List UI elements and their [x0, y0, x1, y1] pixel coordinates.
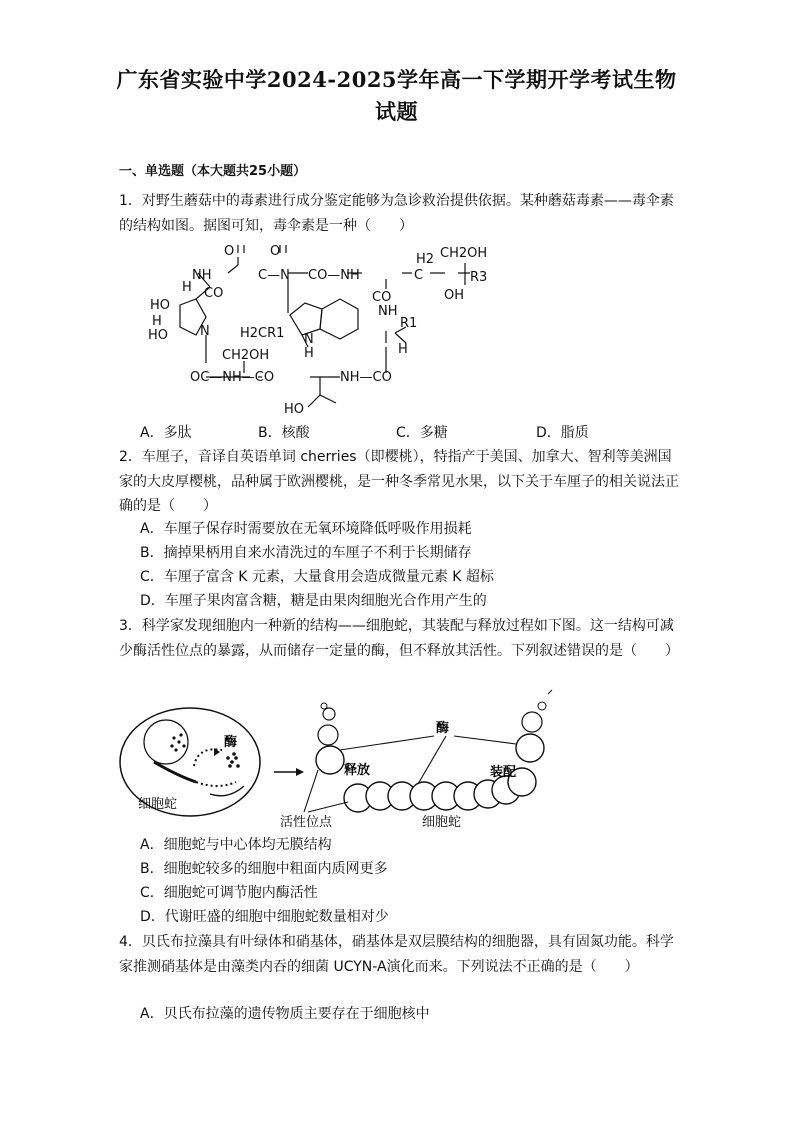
atom-o-1: O: [224, 244, 235, 259]
q4-option-a: A．贝氏布拉藻的遗传物质主要存在于细胞核中: [140, 1006, 430, 1022]
atom-nh-1: NH: [192, 268, 212, 283]
document-title: [100, 64, 693, 128]
label-r1: R1: [400, 316, 418, 331]
q3-option-a: A．细胞蛇与中心体均无膜结构: [140, 837, 332, 853]
figure-cytoophidium: [118, 686, 558, 834]
label-ho-1: HO: [150, 298, 171, 313]
label-r3: R3: [470, 270, 488, 285]
title-line-2: 试题: [375, 99, 418, 124]
label-oh: OH: [444, 288, 465, 303]
label-oc-nh-co: OC—NH—CO: [190, 370, 275, 385]
q1-option-c: C．多糖: [396, 425, 448, 441]
q2-option-a: A．车厘子保存时需要放在无氧环境降低呼吸作用损耗: [140, 521, 472, 537]
atom-n-left: N: [200, 324, 210, 339]
question-1-stem: 1．对野生蘑菇中的毒素进行成分鉴定能够为急诊救治提供依据。某种蘑菇毒素——毒伞素的结构如图。据图可知，毒伞素是一种（ ）: [119, 193, 674, 234]
label-snake-cell: 细胞蛇: [138, 797, 178, 812]
label-release: 释放: [344, 763, 371, 778]
q1-option-a: A．多肽: [140, 425, 192, 441]
atom-nh-right: NH: [378, 304, 398, 319]
label-enzyme-right: 酶: [436, 721, 450, 736]
q2-option-b: B．摘掉果柄用自来水清洗过的车厘子不利于长期储存: [140, 545, 472, 561]
label-h2: H2: [416, 252, 435, 267]
title-line-1: 广东省实验中学2024-2025学年高一下学期开学考试生物: [116, 67, 677, 92]
q1-option-b: B．核酸: [258, 425, 310, 441]
label-ch2oh-bottom: CH2OH: [222, 348, 270, 363]
q2-option-c: C．车厘子富含 K 元素，大量食用会造成微量元素 K 超标: [140, 569, 494, 585]
label-h2cr1: H2CR1: [240, 326, 285, 341]
label-ho-bottom: HO: [284, 402, 305, 417]
atom-c: C: [414, 268, 424, 283]
atom-h-1: H: [182, 280, 192, 295]
section-header: 一、单选题（本大题共25小题）: [119, 164, 307, 179]
atom-h-2: H: [152, 314, 162, 329]
label-active-site: 活性位点: [280, 815, 333, 830]
question-3-stem: 3．科学家发现细胞内一种新的结构——细胞蛇，其装配与释放过程如下图。这一结构可减少酶活性位点的暴露，从而储存一定量的酶，但不释放其活性。下列叙述错误的是（ ）: [119, 618, 679, 659]
label-nh-co: NH—CO: [340, 370, 392, 385]
question-4-stem: 4．贝氏布拉藻具有叶绿体和硝基体，硝基体是双层膜结构的细胞器，具有固氮功能。科学家推测硝基体是由藻类内吞的细菌 UCYN-A演化而来。下列说法不正确的是（ ）: [119, 934, 674, 975]
atom-h-indole: H: [304, 346, 314, 361]
atom-h-right: H: [398, 342, 408, 357]
label-enzyme-cell: 酶: [224, 735, 238, 750]
label-ch2oh-top: CH2OH: [440, 246, 488, 261]
atom-n-indole: N: [304, 332, 314, 347]
question-2-stem: 2．车厘子，音译自英语单词 cherries（即樱桃），特指产于美国、加拿大、智利等美洲国家的大皮厚樱桃，品种属于欧洲樱桃，是一种冬季常见水果，以下关于车厘子的相关说法正确的是（ ）: [119, 449, 679, 514]
atom-o-2: O: [270, 244, 281, 259]
label-oc-right: CO: [372, 290, 392, 305]
label-snake-chain: 细胞蛇: [422, 815, 462, 830]
q1-option-d: D．脂质: [536, 425, 589, 441]
label-assembly: 装配: [490, 765, 517, 780]
figure-amatoxin-structure: [140, 243, 510, 421]
q3-option-b: B．细胞蛇较多的细胞中粗面内质网更多: [140, 861, 388, 877]
q3-option-d: D．代谢旺盛的细胞中细胞蛇数量相对少: [140, 909, 389, 925]
label-c-n: C—N: [258, 268, 290, 283]
label-co-left: CO: [204, 286, 224, 301]
q2-option-d: D．车厘子果肉富含糖，糖是由果肉细胞光合作用产生的: [140, 593, 487, 609]
label-co-nh: CO—NH: [308, 268, 360, 283]
label-ho-2: HO: [148, 328, 169, 343]
q3-option-c: C．细胞蛇可调节胞内酶活性: [140, 885, 318, 901]
